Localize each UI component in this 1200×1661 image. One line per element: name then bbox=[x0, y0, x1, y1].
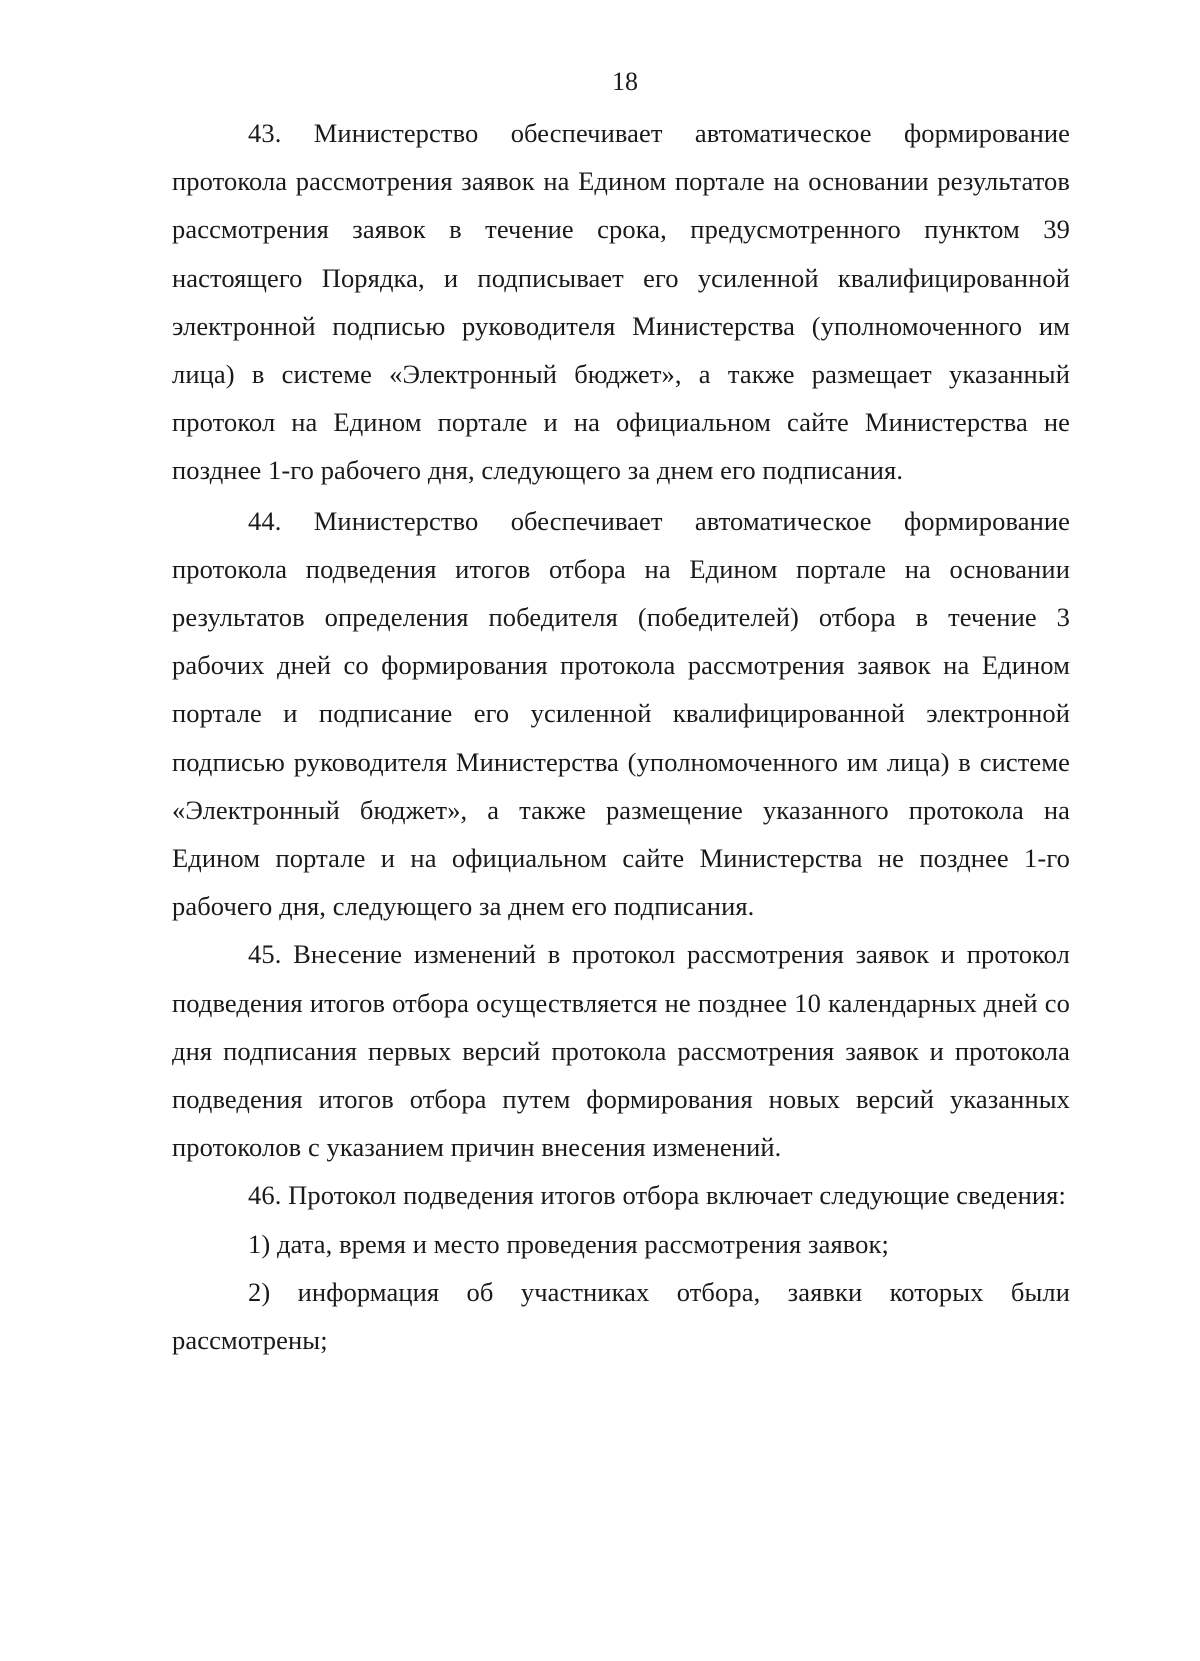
paragraph-45: 45. Внесение изменений в протокол рассмотрения заявок и протокол подведения итогов отбора осуществляется не позднее 10 календарных дней со дня подписания первых версий протокола рассмотрения заявок и протокола подведения итогов отбора путем формирования новых версий указанных протоколов с указанием причин внесения изменений. bbox=[172, 939, 1070, 1163]
list-item-1: 1) дата, время и место проведения рассмотрения заявок; bbox=[248, 1228, 889, 1259]
list-item-2: 2) информация об участниках отбора, заявки которых были рассмотрены; bbox=[172, 1276, 1070, 1356]
paragraph-43 bbox=[172, 109, 1070, 495]
paragraph-43-part-2: (уполномоченного им лица) в системе «Электронный бюджет», а также размещает указанный протокол на Едином портале и на официальном сайте Министерства не позднее 1-го рабочего дня, следующего за днем его подписания. bbox=[172, 310, 1070, 486]
page-number: 18 bbox=[612, 67, 638, 96]
paragraph-44: 44. Министерство обеспечивает автоматическое формирование протокола подведения итогов отбора на Едином портале на основании результатов определения победителя (победителей) отбора в течение 3 рабочих дней со формирования протокола рассмотрения заявок на Едином портале и подписание его усиленной квалифицированной электронной подписью руководителя Министерства (уполномоченного им лица) в системе «Электронный бюджет», а также размещение указанного протокола на Едином портале и на официальном сайте Министерства не позднее 1-го рабочего дня, следующего за днем его подписания. bbox=[172, 505, 1070, 922]
paragraph-43-part-1: 43. Министерство обеспечивает автоматическое формирование протокола рассмотрения заявок на Едином портале на основании результатов рассмотрения заявок в течение срока, предусмотренного пунктом 39 настоящего Порядка, и подписывает его усиленной квалифицированной электронной подписью руководителя Министерства bbox=[172, 118, 1070, 341]
paragraph-46: 46. Протокол подведения итогов отбора включает следующие сведения: bbox=[248, 1180, 1066, 1211]
document-body bbox=[172, 109, 1070, 1364]
